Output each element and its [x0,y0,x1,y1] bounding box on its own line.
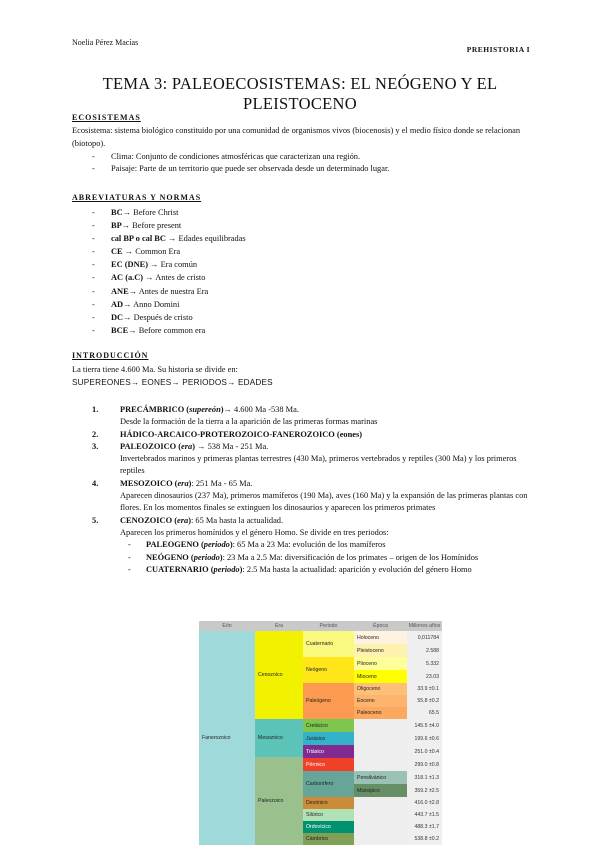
intro-line: La tierra tiene 4.600 Ma. Su historia se divide en: [72,365,238,374]
author-name: Noelia Pérez Macías [72,38,139,47]
age-cell: 416.0 ±2.8 [407,797,442,809]
document-title: TEMA 3: PALEOECOSISTEMAS: EL NEÓGENO Y EL PLEISTOCENO [102,74,498,113]
list-item: - EC (DNE) → Era común [72,258,532,271]
age-cell: 443.7 ±1.5 [407,809,442,821]
list-item: - CUATERNARIO (periodo): 2.5 Ma hasta la actualidad: aparición y evolución del género Homo [72,564,586,576]
age-cell: 251.0 ±0.4 [407,745,442,758]
age-cell: 359.2 ±2.5 [407,784,442,797]
section-heading-introduccion: INTRODUCCIÓN [72,351,149,360]
list-item: 2. HÁDICO-ARCAICO-PROTEROZOICO-FANEROZOICO (eones) [92,429,363,439]
epoch-cell: Eoceno [354,695,407,707]
age-cell: 538.8 ±0.2 [407,833,442,845]
list-item: 1. PRECÁMBRICO (supereón)→ 4.600 Ma -538 Ma. Desde la formación de la tierra a la aparición de las primeras formas marinas [92,405,378,427]
epoch-cell: Holoceno [354,631,407,644]
period-cell: Devónico [303,797,354,809]
table-header: Época [354,621,407,631]
list-item: - CE → Common Era [72,245,532,258]
age-cell: 299.0 ±0.8 [407,758,442,771]
epoch-cell: Paleoceno [354,707,407,719]
section-heading-ecosistemas: ECOSISTEMAS [72,113,141,122]
list-item: - cal BP o cal BC → Edades equilibradas [72,232,532,245]
age-cell: 2.588 [407,644,442,657]
table-header: Era [255,621,303,631]
hierarchy-line: SUPEREONES→ EONES→ PERIODOS→ EDADES [72,377,273,387]
list-item: - PALEOGENO (periodo): 65 Ma a 23 Ma: evolución de los mamíferos [72,539,532,551]
introduccion-intro [72,364,532,390]
abreviaturas-list [72,206,532,337]
list-item: 5. CENOZOICO (era): 65 Ma hasta la actualidad. Aparecen los primeros homínidos y el género Homo. Se divide en tres periodos: [92,515,389,537]
list-item: - ANE→ Antes de nuestra Era [72,285,532,298]
epoch-cell: Oligoceno [354,683,407,695]
period-cell: Cretácico [303,719,354,732]
list-item: - Clima: Conjunto de condiciones atmosféricas que caracterizan una región. [72,151,532,164]
epoch-cell: Pleistoceno [354,644,407,657]
eras-list [72,404,532,576]
epoch-cell: Mioceno [354,670,407,683]
period-cell: Ordovícico [303,821,354,833]
list-item: - BCE→ Before common era [72,324,532,337]
table-header: Eón [199,621,255,631]
list-item: - AD→ Anno Domini [72,298,532,311]
period-cell: Cámbrico [303,833,354,845]
ecosistemas-section [72,125,532,176]
age-cell: 488.3 ±1.7 [407,821,442,833]
epoch-cell: Pensilvánico [354,771,407,784]
age-cell: 5.332 [407,657,442,670]
period-cell: Paleógeno [303,683,354,719]
period-cell: Silúrico [303,809,354,821]
period-cell: Neógeno [303,657,354,683]
list-item: - NEÓGENO (periodo): 23 Ma a 2.5 Ma: diversificación de los primates – origen de los Homínidos [72,552,532,564]
age-cell: 145.5 ±4.0 [407,719,442,732]
period-cell: Carbonífero [303,771,354,797]
list-item: - AC (a.C) → Antes de cristo [72,271,532,284]
era-cell: Paleozoico [255,757,303,845]
course-label: PREHISTORIA I [466,45,530,54]
age-cell: 318.1 ±1.3 [407,771,442,784]
eon-cell: Fanerozoico [199,631,255,845]
age-cell: 55.8 ±0.2 [407,695,442,707]
period-cell: Triásico [303,745,354,758]
list-item: - BP→ Before present [72,219,532,232]
geologic-time-table [199,621,442,845]
period-cell: Jurásico [303,732,354,745]
list-item: - DC→ Después de cristo [72,311,532,324]
era-cell: Mesozoico [255,719,303,757]
ecosistema-definition: Ecosistema: sistema biológico constituido por una comunidad de organismos vivos (biocenosis) y el medio físico donde se relacionan (biotopo). [72,126,521,148]
age-cell: 33.9 ±0.1 [407,683,442,695]
list-item: - Paisaje: Parte de un territorio que puede ser observada desde un determinado lugar. [72,163,532,176]
epoch-cell-empty [354,797,407,845]
age-cell: 199.6 ±0.6 [407,732,442,745]
era-cell: Cenozoico [255,631,303,719]
list-item: - BC→ Before Christ [72,206,532,219]
period-cell: Pérmico [303,758,354,771]
age-cell: 65.5 [407,707,442,719]
section-heading-abreviaturas: ABREVIATURAS Y NORMAS [72,193,202,202]
list-item: 3. PALEOZOICO (era) → 538 Ma - 251 Ma. Invertebrados marinos y primeras plantas terrestres (430 Ma), primeros vertebrados y reptiles (300 Ma) y los primeros reptiles [92,441,517,476]
table-header: Millones años [408,623,441,629]
list-item: 4. MESOZOICO (era): 251 Ma - 65 Ma. Aparecen dinosaurios (237 Ma), primeros mamíferos (190 Ma), aves (160 Ma) y la expansión de las primeras plantas con flores. En los momentos finales se extinguen los dinosaurios y aparecen los primeros primates [92,478,528,513]
period-cell: Cuaternario [303,631,354,657]
epoch-cell: Misisípico [354,784,407,797]
age-cell: 0,011784 [407,631,442,644]
epoch-cell: Plioceno [354,657,407,670]
epoch-cell-empty [354,719,407,771]
table-header: Periodo [303,621,354,631]
age-cell: 23.03 [407,670,442,683]
